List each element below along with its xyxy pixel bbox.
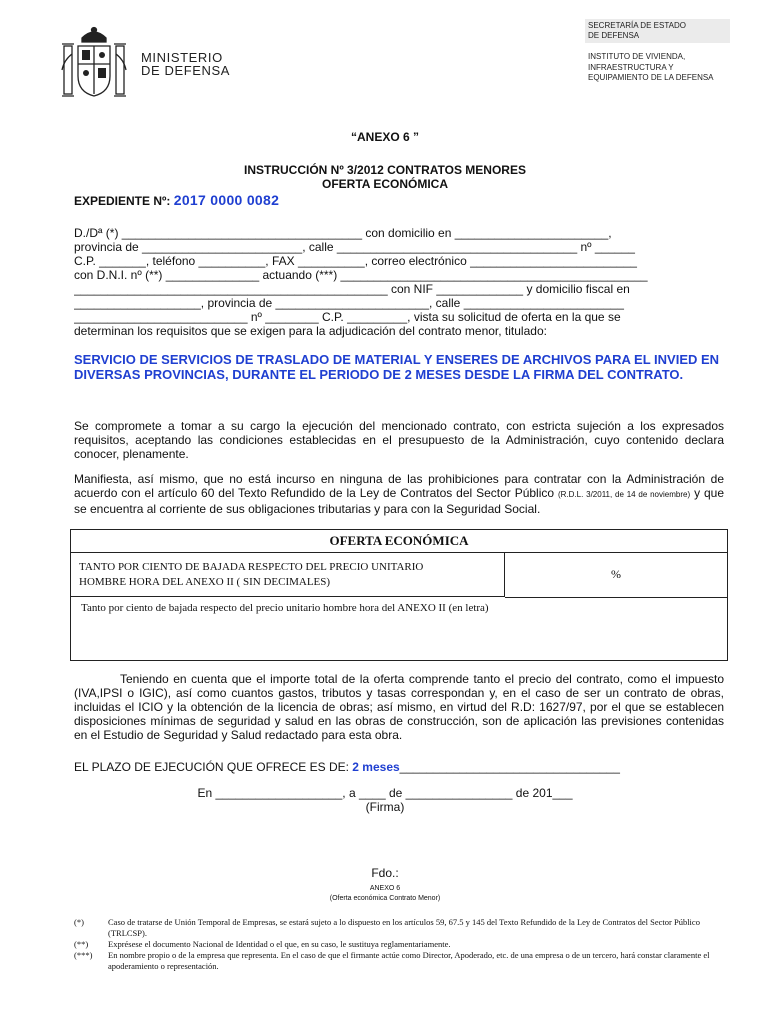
expediente-line bbox=[74, 192, 279, 208]
footnote-text: Exprésese el documento Nacional de Identidad o el que, en su caso, le sustituya reglamentariamente. bbox=[108, 939, 451, 949]
footnote-mark: (**) bbox=[74, 939, 89, 949]
plazo-line bbox=[74, 760, 620, 774]
plazo-label: EL PLAZO DE EJECUCIÓN QUE OFRECE ES DE: bbox=[74, 760, 349, 774]
secretaria-line-2: DE DEFENSA bbox=[588, 31, 640, 40]
secretaria-block bbox=[588, 21, 686, 41]
service-title: SERVICIO DE SERVICIOS DE TRASLADO DE MATERIAL Y ENSERES DE ARCHIVOS PARA EL INVIED EN DIVERSAS PROVINCIAS, DURANTE EL PERIODO DE 2 MESES DESDE LA FIRMA DEL CONTRATO. bbox=[74, 352, 720, 382]
offer-percent-label-line-2: HOMBRE HORA DEL ANEXO II ( SIN DECIMALES) bbox=[79, 576, 331, 588]
ministry-name bbox=[141, 51, 230, 77]
footnotes bbox=[74, 917, 730, 972]
footnote bbox=[74, 950, 730, 972]
footnote-text: Caso de tratarse de Unión Temporal de Empresas, se estará sujeto a lo dispuesto en los artículos 59, 67.5 y 145 del Texto Refundido de la Ley de Contratos del Sector Público (TRLCSP). bbox=[108, 917, 700, 938]
compromete-paragraph: Se compromete a tomar a su cargo la ejecución del mencionado contrato, con estricta sujeción a los expresados requisitos, aceptando las condiciones establecidas en el presupuesto de la Administración, cuyo contenido declara conocer, plenamente. bbox=[74, 419, 724, 461]
footnote bbox=[74, 917, 730, 939]
firma-label: (Firma) bbox=[365, 800, 405, 814]
plazo-blank[interactable]: _________________________________ bbox=[399, 760, 620, 774]
offer-table-heading: OFERTA ECONÓMICA bbox=[71, 530, 727, 553]
form-line[interactable]: C.P. _______, teléfono __________, FAX __________, correo electrónico _________________________ bbox=[74, 254, 637, 268]
institute-line-3: EQUIPAMIENTO DE LA DEFENSA bbox=[588, 73, 714, 82]
manifiesta-text-a: Manifiesta, así mismo, que no está incurso en ninguna de las prohibiciones para contratar con la Administración de acuerdo con el artículo 60 del Texto Refundido de la Ley de Contratos del Sector Público bbox=[74, 472, 724, 500]
footer-anexo-subtitle: (Oferta económica Contrato Menor) bbox=[329, 895, 441, 902]
place-date-line[interactable]: En ___________________, a ____ de ________________ de 201___ bbox=[197, 786, 573, 800]
manifiesta-paragraph bbox=[74, 472, 724, 516]
form-line[interactable]: provincia de ________________________, calle ____________________________________ nº ______ bbox=[74, 240, 635, 254]
institute-line-1: INSTITUTO DE VIVIENDA, bbox=[588, 52, 686, 61]
form-line[interactable]: _______________________________________________ con NIF _____________ y domicilio fiscal en bbox=[74, 282, 630, 296]
form-line[interactable]: D./Dª (*) ____________________________________ con domicilio en _______________________, bbox=[74, 226, 612, 240]
institute-line-2: INFRAESTRUCTURA Y bbox=[588, 62, 674, 72]
footer-anexo bbox=[0, 884, 770, 904]
form-line[interactable]: con D.N.I. nº (**) ______________ actuando (***) ______________________________________________ bbox=[74, 268, 648, 282]
instruccion-title: INSTRUCCIÓN Nº 3/2012 CONTRATOS MENORES bbox=[244, 163, 526, 177]
manifiesta-law-reference: (R.D.L. 3/2011, de 14 de noviembre) bbox=[557, 490, 691, 499]
footnote bbox=[74, 939, 730, 950]
plazo-value[interactable]: 2 meses bbox=[352, 760, 400, 774]
coat-of-arms-logo bbox=[56, 24, 132, 104]
form-line[interactable]: __________________________ nº ________ C.P. _________, vista su solicitud de oferta en la que se bbox=[74, 310, 621, 324]
footer-anexo-title: ANEXO 6 bbox=[369, 885, 401, 892]
secretaria-line-1: SECRETARÍA DE ESTADO bbox=[588, 21, 686, 30]
offer-percent-label-line-1: TANTO POR CIENTO DE BAJADA RESPECTO DEL PRECIO UNITARIO bbox=[79, 561, 424, 573]
expediente-number: 2017 0000 0082 bbox=[173, 192, 280, 208]
offer-table bbox=[70, 529, 728, 661]
percent-sign: % bbox=[611, 567, 621, 581]
footnote-text: En nombre propio o de la empresa que representa. En el caso de que el firmante actúe como Director, Apoderado, etc. de una empresa o de un tercero, hará constar claramente el apoderamiento o representación. bbox=[108, 950, 710, 971]
importe-paragraph: Teniendo en cuenta que el importe total de la oferta comprende tanto el precio del contrato, como el impuesto (IVA,IPSI o IGIC), así como cuantos gastos, tributos y tasas correspondan y, en el caso de ser un contrato de obras, incluidas el ICIO y la obtención de la licencia de obras; así mismo, en virtud del R.D: 1627/97, por el que se establecen disposiciones mínimas de seguridad y salud en las obras de construcción, son de aplicación las previsiones contenidas en el Estudio de Seguridad y Salud redactado para esta obra. bbox=[74, 672, 724, 742]
offer-percent-in-words-field[interactable] bbox=[71, 616, 727, 660]
offer-percent-label bbox=[71, 552, 505, 597]
form-line[interactable]: ___________________, provincia de _______________________, calle ________________________ bbox=[74, 296, 624, 310]
expediente-label: EXPEDIENTE Nº: bbox=[74, 194, 171, 208]
offer-percent-field[interactable] bbox=[505, 552, 727, 598]
bidder-form bbox=[74, 226, 724, 338]
footnote-mark: (*) bbox=[74, 917, 84, 927]
ministry-line-1: MINISTERIO bbox=[141, 50, 223, 65]
footnote-mark: (***) bbox=[74, 950, 93, 960]
oferta-title: OFERTA ECONÓMICA bbox=[322, 177, 448, 191]
offer-percent-in-words-label: Tanto por ciento de bajada respecto del precio unitario hombre hora del ANEXO II (en letra) bbox=[81, 602, 489, 614]
fdo-label: Fdo.: bbox=[371, 866, 399, 880]
ministry-line-2: DE DEFENSA bbox=[141, 63, 231, 78]
manifiesta-text-b: y que se encuentra al corriente de sus obligaciones tributarias y para con la Seguridad Social. bbox=[74, 486, 724, 516]
institute-block bbox=[588, 52, 714, 84]
form-line: determinan los requisitos que se exigen para la adjudicación del contrato menor, titulado: bbox=[74, 324, 547, 338]
anexo-title: “ANEXO 6 ” bbox=[350, 130, 419, 144]
